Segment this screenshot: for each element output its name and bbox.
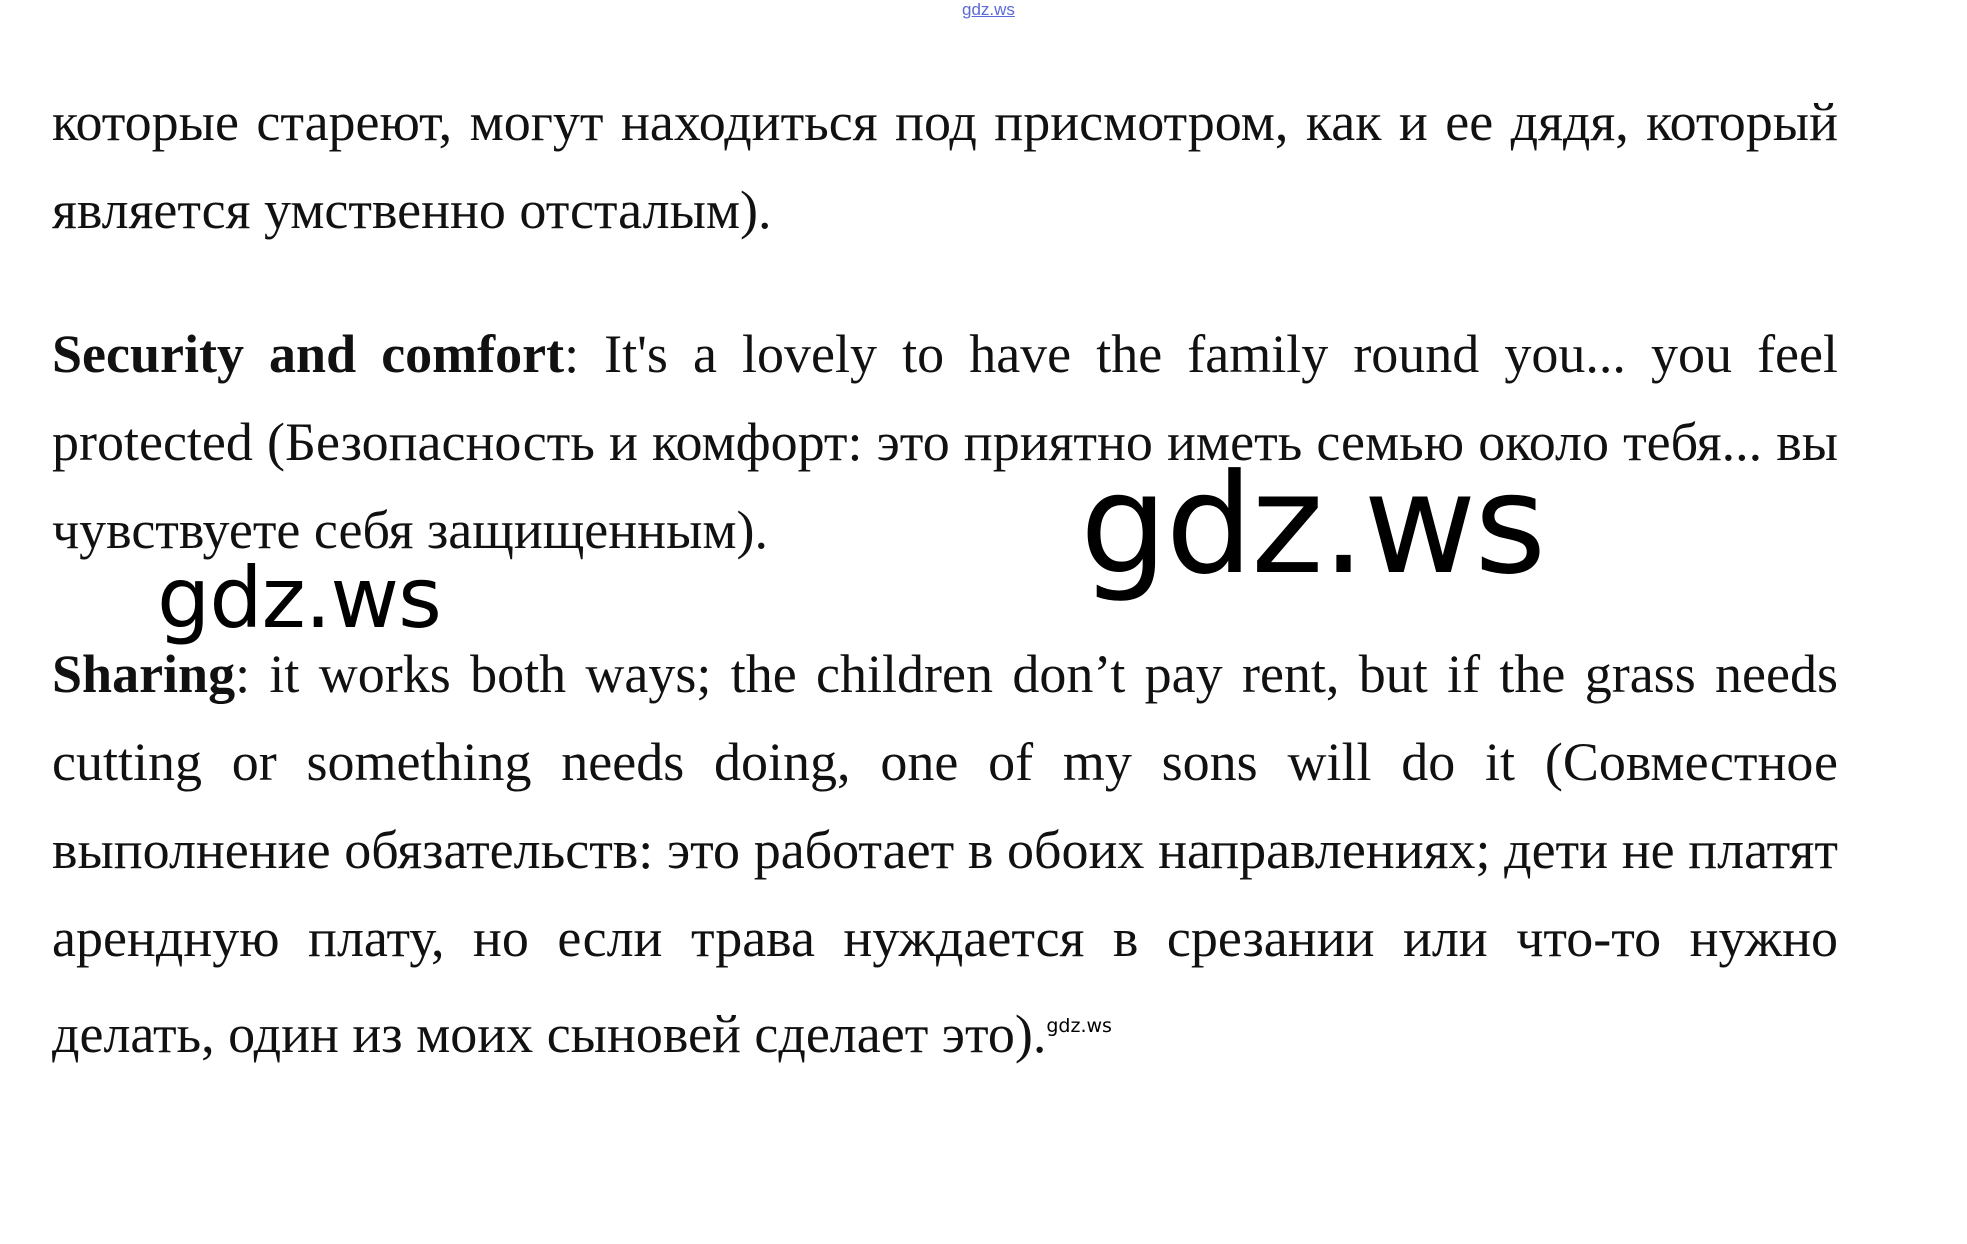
paragraph-security-comfort <box>52 310 1838 574</box>
watermark-top-link[interactable]: gdz.ws <box>962 0 1015 19</box>
paragraph-term: Sharing <box>52 644 236 704</box>
paragraph-text: которые стареют, могут находиться под присмотром, как и ее дядя, который является умственно отсталым). <box>52 92 1838 240</box>
paragraph-continuation <box>52 78 1838 254</box>
watermark-small: gdz.ws <box>1046 1015 1112 1037</box>
paragraph-text: : it works both ways; the children don’t pay rent, but if the grass needs cutting or something needs doing, one of my sons will do it (Совместное выполнение обязательств: это работает в обоих направлениях; дети не платят арендную плату, но если трава нуждается в срезании или что-то нужно делать, один из моих сыновей сделает это). <box>52 644 1838 1064</box>
watermark-large: gdz.ws <box>1080 444 1545 605</box>
paragraph-text: : It's a lovely to have the family round you... you feel protected (Безопасность и комфорт: это приятно иметь семью около тебя... вы чувствуете себя защищенным). <box>52 324 1838 560</box>
paragraph-term: Security and comfort <box>52 324 565 384</box>
paragraph-sharing <box>52 630 1838 1078</box>
watermark-medium: gdz.ws <box>157 549 441 647</box>
